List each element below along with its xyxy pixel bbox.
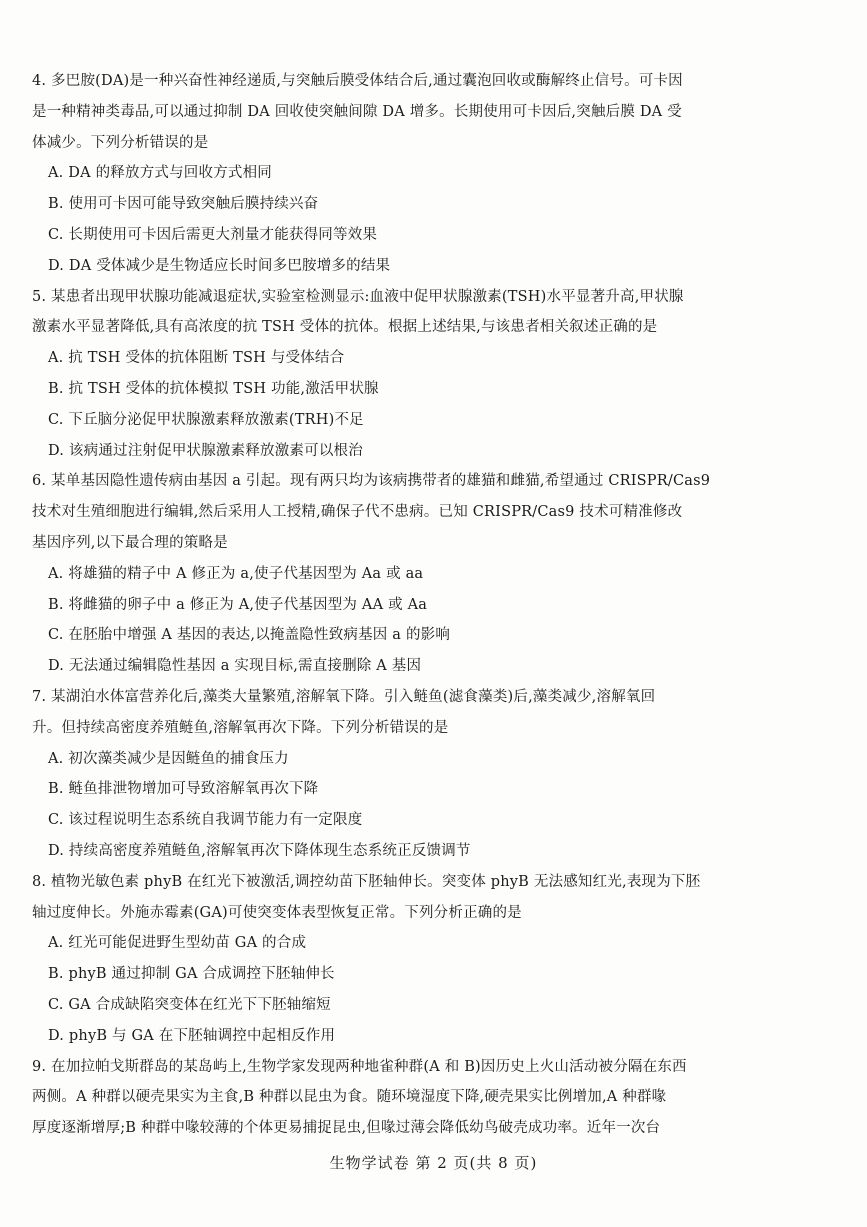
question-stem-line: 4. 多巴胺(DA)是一种兴奋性神经递质,与突触后膜受体结合后,通过囊泡回收或酶解终止信号。可卡因 xyxy=(32,73,683,89)
answer-option: C. 长期使用可卡因后需更大剂量才能获得同等效果 xyxy=(48,226,378,243)
question-stem-line: 7. 某湖泊水体富营养化后,藻类大量繁殖,溶解氧下降。引入鲢鱼(滤食藻类)后,藻类减少,溶解氧回 xyxy=(32,688,656,705)
answer-option: A. 初次藻类减少是因鲢鱼的捕食压力 xyxy=(48,750,289,767)
answer-option: B. 将雌猫的卵子中 a 修正为 A,使子代基因型为 AA 或 Aa xyxy=(48,596,428,613)
question-stem-line: 激素水平显著降低,具有高浓度的抗 TSH 受体的抗体。根据上述结果,与该患者相关叙述正确的是 xyxy=(32,319,658,336)
answer-option: A. 将雄猫的精子中 A 修正为 a,使子代基因型为 Aa 或 aa xyxy=(48,565,424,582)
question-block xyxy=(32,682,844,867)
answer-option: B. 鲢鱼排泄物增加可导致溶解氧再次下降 xyxy=(48,781,319,798)
question-stem-line: 升。但持续高密度养殖鲢鱼,溶解氧再次下降。下列分析错误的是 xyxy=(32,719,449,736)
question-stem-line: 8. 植物光敏色素 phyB 在红光下被激活,调控幼苗下胚轴伸长。突变体 phyB 无法感知红光,表现为下胚 xyxy=(32,873,701,890)
answer-option: B. phyB 通过抑制 GA 合成调控下胚轴伸长 xyxy=(48,966,335,983)
answer-option: C. 该过程说明生态系统自我调节能力有一定限度 xyxy=(48,812,363,829)
question-block xyxy=(32,867,844,1052)
question-stem-line: 技术对生殖细胞进行编辑,然后采用人工授精,确保子代不患病。已知 CRISPR/Cas9 技术可精准修改 xyxy=(32,504,683,521)
answer-option: D. 持续高密度养殖鲢鱼,溶解氧再次下降体现生态系统正反馈调节 xyxy=(48,842,471,859)
answer-option: A. 红光可能促进野生型幼苗 GA 的合成 xyxy=(48,935,307,952)
question-block xyxy=(32,282,844,467)
answer-option: D. 该病通过注射促甲状腺激素释放激素可以根治 xyxy=(48,442,363,459)
answer-option: D. phyB 与 GA 在下胚轴调控中起相反作用 xyxy=(48,1027,336,1044)
question-stem-line: 体减少。下列分析错误的是 xyxy=(32,134,209,151)
question-block xyxy=(32,1052,844,1144)
answer-option: C. GA 合成缺陷突变体在红光下下胚轴缩短 xyxy=(48,996,331,1013)
question-stem-line: 6. 某单基因隐性遗传病由基因 a 引起。现有两只均为该病携带者的雄猫和雌猫,希望通过 CRISPR/Cas9 xyxy=(32,473,711,490)
question-stem-line: 两侧。A 种群以硬壳果实为主食,B 种群以昆虫为食。随环境湿度下降,硬壳果实比例增加,A 种群喙 xyxy=(32,1089,667,1106)
answer-option: C. 在胚胎中增强 A 基因的表达,以掩盖隐性致病基因 a 的影响 xyxy=(48,627,451,644)
answer-option: D. DA 受体减少是生物适应长时间多巴胺增多的结果 xyxy=(48,257,391,274)
answer-option: A. DA 的释放方式与回收方式相同 xyxy=(48,165,272,182)
answer-option: B. 使用可卡因可能导致突触后膜持续兴奋 xyxy=(48,196,319,213)
answer-option: A. 抗 TSH 受体的抗体阻断 TSH 与受体结合 xyxy=(48,350,345,367)
page-footer: 生物学试卷 第 2 页(共 8 页) xyxy=(329,1154,538,1172)
question-stem-line: 轴过度伸长。外施赤霉素(GA)可使突变体表型恢复正常。下列分析正确的是 xyxy=(32,904,522,921)
answer-option: C. 下丘脑分泌促甲状腺激素释放激素(TRH)不足 xyxy=(48,411,364,428)
questions-container xyxy=(32,66,844,1144)
answer-option: B. 抗 TSH 受体的抗体模拟 TSH 功能,激活甲状腺 xyxy=(48,380,379,397)
question-stem-line: 9. 在加拉帕戈斯群岛的某岛屿上,生物学家发现两种地雀种群(A 和 B)因历史上火山活动被分隔在东西 xyxy=(32,1058,687,1075)
question-stem-line: 5. 某患者出现甲状腺功能减退症状,实验室检测显示:血液中促甲状腺激素(TSH)水平显著升高,甲状腺 xyxy=(32,288,684,305)
question-block xyxy=(32,66,844,282)
question-stem-line: 是一种精神类毒品,可以通过抑制 DA 回收使突触间隙 DA 增多。长期使用可卡因后,突触后膜 DA 受 xyxy=(32,103,682,120)
question-block xyxy=(32,466,844,682)
question-stem-line: 基因序列,以下最合理的策略是 xyxy=(32,534,228,551)
answer-option: D. 无法通过编辑隐性基因 a 实现目标,需直接删除 A 基因 xyxy=(48,658,422,675)
question-stem-line: 厚度逐渐增厚;B 种群中喙较薄的个体更易捕捉昆虫,但喙过薄会降低幼鸟破壳成功率。近年一次台 xyxy=(32,1120,661,1137)
